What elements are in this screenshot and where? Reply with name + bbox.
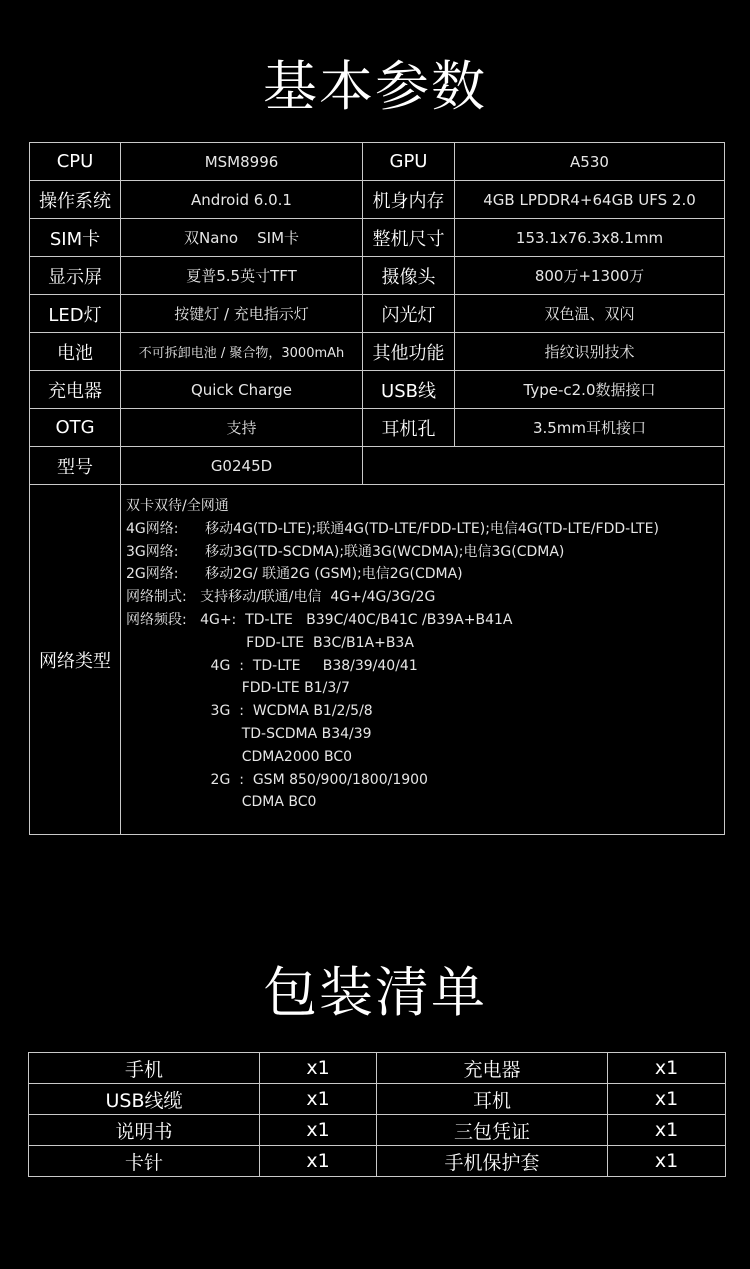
network-line: 3G : WCDMA B1/2/5/8 xyxy=(126,703,373,720)
spec-value: 不可拆卸电池 / 聚合物，3000mAh xyxy=(121,333,363,371)
spec-row xyxy=(30,257,725,295)
spec-label: 整机尺寸 xyxy=(363,219,455,257)
spec-value: 800万+1300万 xyxy=(455,257,725,295)
spec-row xyxy=(30,371,725,409)
spec-label: OTG xyxy=(30,409,121,447)
network-label: 网络类型 xyxy=(30,485,121,835)
spec-row-model xyxy=(30,447,725,485)
spec-label: 闪光灯 xyxy=(363,295,455,333)
spec-row xyxy=(30,333,725,371)
packing-item: 耳机 xyxy=(377,1084,608,1115)
spec-value: 指纹识别技术 xyxy=(455,333,725,371)
model-value: G0245D xyxy=(121,447,363,485)
network-line: FDD-LTE B3C/B1A+B3A xyxy=(126,634,414,651)
spec-value: A530 xyxy=(455,143,725,181)
network-line: 4G网络: 移动4G(TD-LTE);联通4G(TD-LTE/FDD-LTE);电信4G(TD-LTE/FDD-LTE) xyxy=(126,520,659,537)
packing-qty: x1 xyxy=(608,1115,726,1146)
spec-label: SIM卡 xyxy=(30,219,121,257)
spec-label: CPU xyxy=(30,143,121,181)
spec-value: 4GB LPDDR4+64GB UFS 2.0 xyxy=(455,181,725,219)
network-line: CDMA2000 BC0 xyxy=(126,748,353,765)
model-label: 型号 xyxy=(30,447,121,485)
network-line: 4G : TD-LTE B38/39/40/41 xyxy=(126,657,418,674)
spec-value: 双色温、双闪 xyxy=(455,295,725,333)
spec-value: 支持 xyxy=(121,409,363,447)
spec-value: Type-c2.0数据接口 xyxy=(455,371,725,409)
spec-label: GPU xyxy=(363,143,455,181)
packing-qty: x1 xyxy=(260,1146,377,1177)
packing-qty: x1 xyxy=(608,1084,726,1115)
spec-value: 夏普5.5英寸TFT xyxy=(121,257,363,295)
packing-qty: x1 xyxy=(608,1146,726,1177)
packing-title: 包装清单 xyxy=(263,961,487,1024)
network-line: CDMA BC0 xyxy=(126,794,317,811)
spec-label: 显示屏 xyxy=(30,257,121,295)
network-line: 3G网络: 移动3G(TD-SCDMA);联通3G(WCDMA);电信3G(CDMA) xyxy=(126,543,565,560)
specs-title: 基本参数 xyxy=(263,55,487,118)
packing-item: 手机 xyxy=(29,1053,260,1084)
packing-row xyxy=(29,1084,726,1115)
empty-cell xyxy=(363,447,725,485)
spec-label: 耳机孔 xyxy=(363,409,455,447)
network-line: 网络制式: 支持移动/联通/电信 4G+/4G/3G/2G xyxy=(126,589,436,606)
spec-value: 按键灯 / 充电指示灯 xyxy=(121,295,363,333)
spec-table xyxy=(29,142,725,835)
spec-row xyxy=(30,295,725,333)
spec-value: 3.5mm耳机接口 xyxy=(455,409,725,447)
network-line: TD-SCDMA B34/39 xyxy=(126,725,372,742)
packing-table xyxy=(28,1052,726,1177)
spec-value: MSM8996 xyxy=(121,143,363,181)
packing-item: 说明书 xyxy=(29,1115,260,1146)
spec-label: 电池 xyxy=(30,333,121,371)
spec-label: 充电器 xyxy=(30,371,121,409)
spec-label: 操作系统 xyxy=(30,181,121,219)
spec-row xyxy=(30,219,725,257)
spec-row xyxy=(30,143,725,181)
network-line: FDD-LTE B1/3/7 xyxy=(126,680,350,697)
network-details xyxy=(121,485,725,835)
spec-label: USB线 xyxy=(363,371,455,409)
network-line: 2G网络: 移动2G/ 联通2G (GSM);电信2G(CDMA) xyxy=(126,566,463,583)
packing-qty: x1 xyxy=(260,1115,377,1146)
packing-qty: x1 xyxy=(260,1053,377,1084)
packing-item: 三包凭证 xyxy=(377,1115,608,1146)
spec-row-network xyxy=(30,485,725,835)
packing-row xyxy=(29,1115,726,1146)
packing-qty: x1 xyxy=(608,1053,726,1084)
spec-label: 摄像头 xyxy=(363,257,455,295)
packing-row xyxy=(29,1146,726,1177)
packing-qty: x1 xyxy=(260,1084,377,1115)
packing-item: USB线缆 xyxy=(29,1084,260,1115)
packing-item: 充电器 xyxy=(377,1053,608,1084)
spec-value: 153.1x76.3x8.1mm xyxy=(455,219,725,257)
spec-label: 其他功能 xyxy=(363,333,455,371)
packing-item: 卡针 xyxy=(29,1146,260,1177)
spec-value: Android 6.0.1 xyxy=(121,181,363,219)
packing-row xyxy=(29,1053,726,1084)
spec-row xyxy=(30,409,725,447)
spec-value: 双Nano SIM卡 xyxy=(121,219,363,257)
network-line: 网络频段: 4G+: TD-LTE B39C/40C/B41C /B39A+B41A xyxy=(126,611,513,628)
packing-item: 手机保护套 xyxy=(377,1146,608,1177)
network-line: 2G : GSM 850/900/1800/1900 xyxy=(126,771,428,788)
spec-label: 机身内存 xyxy=(363,181,455,219)
spec-value: Quick Charge xyxy=(121,371,363,409)
network-line: 双卡双待/全网通 xyxy=(126,498,229,514)
spec-label: LED灯 xyxy=(30,295,121,333)
spec-row xyxy=(30,181,725,219)
